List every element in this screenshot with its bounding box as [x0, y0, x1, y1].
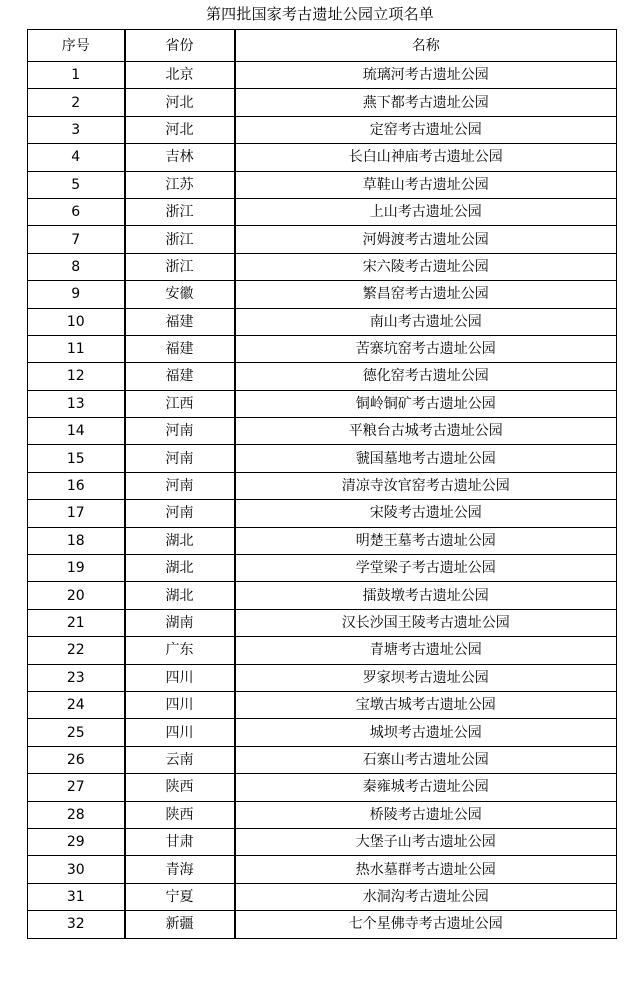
cell-name: 繁昌窑考古遗址公园 — [235, 281, 617, 308]
cell-name: 石寨山考古遗址公园 — [235, 746, 617, 773]
cell-name: 宋六陵考古遗址公园 — [235, 253, 617, 280]
table-row — [28, 555, 617, 582]
cell-name: 明楚王墓考古遗址公园 — [235, 527, 617, 554]
cell-name: 清凉寺汝官窑考古遗址公园 — [235, 472, 617, 499]
cell-province: 福建 — [125, 308, 235, 335]
table-row — [28, 911, 617, 938]
cell-province: 湖北 — [125, 582, 235, 609]
table-row — [28, 116, 617, 143]
cell-province: 福建 — [125, 335, 235, 362]
cell-name: 宝墩古城考古遗址公园 — [235, 691, 617, 718]
cell-index: 26 — [28, 746, 125, 773]
cell-name: 定窑考古遗址公园 — [235, 116, 617, 143]
cell-index: 7 — [28, 226, 125, 253]
table-row — [28, 62, 617, 89]
cell-index: 32 — [28, 911, 125, 938]
cell-index: 14 — [28, 418, 125, 445]
table-row — [28, 637, 617, 664]
cell-name: 热水墓群考古遗址公园 — [235, 856, 617, 883]
cell-name: 城坝考古遗址公园 — [235, 719, 617, 746]
table-row — [28, 390, 617, 417]
cell-province: 四川 — [125, 719, 235, 746]
cell-name: 七个星佛寺考古遗址公园 — [235, 911, 617, 938]
cell-index: 31 — [28, 883, 125, 910]
cell-province: 河南 — [125, 445, 235, 472]
cell-index: 24 — [28, 691, 125, 718]
table-row — [28, 445, 617, 472]
cell-index: 8 — [28, 253, 125, 280]
cell-index: 20 — [28, 582, 125, 609]
cell-name: 苦寨坑窑考古遗址公园 — [235, 335, 617, 362]
table-row — [28, 582, 617, 609]
cell-name: 桥陵考古遗址公园 — [235, 801, 617, 828]
cell-province: 湖南 — [125, 609, 235, 636]
cell-province: 福建 — [125, 363, 235, 390]
cell-name: 擂鼓墩考古遗址公园 — [235, 582, 617, 609]
cell-province: 甘肃 — [125, 828, 235, 855]
cell-province: 云南 — [125, 746, 235, 773]
cell-index: 30 — [28, 856, 125, 883]
cell-province: 河南 — [125, 418, 235, 445]
cell-index: 12 — [28, 363, 125, 390]
cell-name: 河姆渡考古遗址公园 — [235, 226, 617, 253]
column-header-index: 序号 — [28, 30, 125, 62]
cell-index: 23 — [28, 664, 125, 691]
column-header-name: 名称 — [235, 30, 617, 62]
table-row — [28, 335, 617, 362]
cell-name: 水洞沟考古遗址公园 — [235, 883, 617, 910]
cell-index: 27 — [28, 774, 125, 801]
cell-index: 29 — [28, 828, 125, 855]
cell-index: 3 — [28, 116, 125, 143]
cell-index: 16 — [28, 472, 125, 499]
table-row — [28, 856, 617, 883]
cell-province: 浙江 — [125, 198, 235, 225]
cell-name: 草鞋山考古遗址公园 — [235, 171, 617, 198]
table-row — [28, 171, 617, 198]
cell-index: 15 — [28, 445, 125, 472]
cell-name: 琉璃河考古遗址公园 — [235, 62, 617, 89]
table-row — [28, 472, 617, 499]
cell-province: 四川 — [125, 664, 235, 691]
table-row — [28, 774, 617, 801]
cell-index: 9 — [28, 281, 125, 308]
cell-province: 河南 — [125, 500, 235, 527]
cell-province: 河北 — [125, 116, 235, 143]
column-header-province: 省份 — [125, 30, 235, 62]
cell-index: 21 — [28, 609, 125, 636]
table-row — [28, 144, 617, 171]
table-row — [28, 883, 617, 910]
cell-name: 学堂梁子考古遗址公园 — [235, 555, 617, 582]
table-body — [28, 62, 617, 939]
cell-name: 铜岭铜矿考古遗址公园 — [235, 390, 617, 417]
table-row — [28, 500, 617, 527]
cell-province: 四川 — [125, 691, 235, 718]
cell-province: 新疆 — [125, 911, 235, 938]
cell-index: 11 — [28, 335, 125, 362]
cell-name: 虢国墓地考古遗址公园 — [235, 445, 617, 472]
cell-index: 4 — [28, 144, 125, 171]
table-row — [28, 828, 617, 855]
cell-name: 罗家坝考古遗址公园 — [235, 664, 617, 691]
cell-name: 燕下都考古遗址公园 — [235, 89, 617, 116]
table-row — [28, 527, 617, 554]
table-row — [28, 664, 617, 691]
cell-index: 2 — [28, 89, 125, 116]
cell-province: 湖北 — [125, 555, 235, 582]
table-row — [28, 226, 617, 253]
cell-index: 18 — [28, 527, 125, 554]
table-header-row — [28, 30, 617, 62]
cell-province: 江苏 — [125, 171, 235, 198]
table-row — [28, 418, 617, 445]
cell-name: 长白山神庙考古遗址公园 — [235, 144, 617, 171]
cell-index: 10 — [28, 308, 125, 335]
cell-index: 22 — [28, 637, 125, 664]
cell-name: 汉长沙国王陵考古遗址公园 — [235, 609, 617, 636]
cell-province: 北京 — [125, 62, 235, 89]
table-row — [28, 719, 617, 746]
table-row — [28, 253, 617, 280]
cell-name: 青塘考古遗址公园 — [235, 637, 617, 664]
cell-index: 1 — [28, 62, 125, 89]
cell-index: 19 — [28, 555, 125, 582]
cell-index: 5 — [28, 171, 125, 198]
cell-index: 17 — [28, 500, 125, 527]
table-row — [28, 609, 617, 636]
table-row — [28, 801, 617, 828]
cell-province: 安徽 — [125, 281, 235, 308]
table-row — [28, 281, 617, 308]
heritage-park-table — [27, 29, 617, 939]
cell-name: 德化窑考古遗址公园 — [235, 363, 617, 390]
cell-name: 秦雍城考古遗址公园 — [235, 774, 617, 801]
cell-province: 河南 — [125, 472, 235, 499]
cell-province: 浙江 — [125, 253, 235, 280]
table-row — [28, 308, 617, 335]
cell-province: 陕西 — [125, 774, 235, 801]
page-title: 第四批国家考古遗址公园立项名单 — [205, 5, 434, 23]
table-row — [28, 89, 617, 116]
cell-province: 江西 — [125, 390, 235, 417]
table-row — [28, 746, 617, 773]
cell-name: 平粮台古城考古遗址公园 — [235, 418, 617, 445]
cell-name: 上山考古遗址公园 — [235, 198, 617, 225]
cell-province: 广东 — [125, 637, 235, 664]
table-row — [28, 198, 617, 225]
cell-province: 吉林 — [125, 144, 235, 171]
cell-name: 大堡子山考古遗址公园 — [235, 828, 617, 855]
cell-province: 河北 — [125, 89, 235, 116]
cell-index: 25 — [28, 719, 125, 746]
cell-name: 南山考古遗址公园 — [235, 308, 617, 335]
table-row — [28, 363, 617, 390]
cell-index: 6 — [28, 198, 125, 225]
cell-province: 浙江 — [125, 226, 235, 253]
cell-province: 青海 — [125, 856, 235, 883]
cell-province: 宁夏 — [125, 883, 235, 910]
cell-province: 陕西 — [125, 801, 235, 828]
table-row — [28, 691, 617, 718]
cell-name: 宋陵考古遗址公园 — [235, 500, 617, 527]
cell-province: 湖北 — [125, 527, 235, 554]
cell-index: 13 — [28, 390, 125, 417]
cell-index: 28 — [28, 801, 125, 828]
